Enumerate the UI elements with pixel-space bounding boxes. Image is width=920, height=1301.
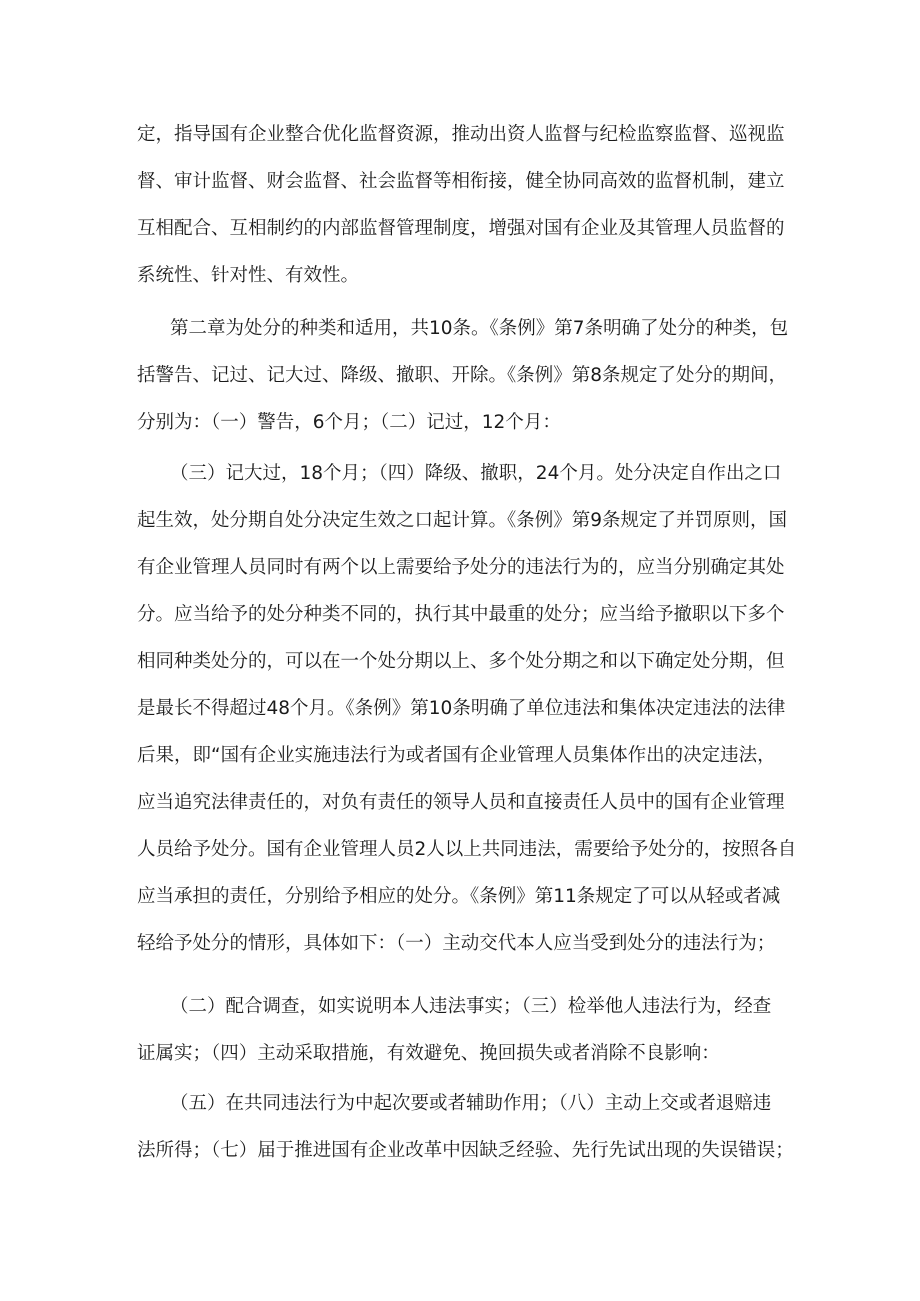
text-line: 互相配合、互相制约的内部监督管理制度，增强对国有企业及其管理人员监督的: [137, 218, 785, 239]
text-line: 后果，即“国有企业实施违法行为或者国有企业管理人员集体作出的决定违法，: [137, 745, 776, 766]
text-line: 相同种类处分的，可以在一个处分期以上、多个处分期之和以下确定处分期，但: [137, 651, 785, 672]
text-line: 括警告、记过、记大过、降级、撤职、开除。《条例》第8条规定了处分的期间，: [137, 365, 788, 386]
text-line: 督、审计监督、财会监督、社会监督等相衔接，健全协同高效的监督机制，建立: [137, 171, 785, 192]
text-line: 法所得；（七）届于推进国有企业改革中因缺乏经验、先行先试出现的失误错误；: [137, 1140, 794, 1161]
text-line: （二）配合调查，如实说明本人违法事实；（三）检举他人违法行为，经查: [170, 996, 772, 1017]
text-line: 是最长不得超过48个月。《条例》第10条明确了单位违法和集体决定违法的法律: [137, 698, 786, 719]
paragraph-2: [137, 305, 797, 446]
text-line: 分别为：（一）警告，6个月；（二）记过，12个月：: [137, 412, 561, 433]
text-line: （三）记大过，18个月；（四）降级、撤职，24个月。处分决定自作出之口: [170, 463, 782, 484]
text-line: 分。应当给予的处分种类不同的，执行其中最重的处分；应当给予撤职以下多个: [137, 604, 785, 625]
text-line: 有企业管理人员同时有两个以上需要给予处分的违法行为的，应当分别确定其处: [137, 557, 785, 578]
text-line: （五）在共同违法行为中起次要或者辅助作用；（八）主动上交或者退赔违: [170, 1093, 772, 1114]
text-line: 轻给予处分的情形，具体如下：（一）主动交代本人应当受到处分的违法行为；: [137, 933, 776, 954]
paragraph-3: [137, 450, 797, 967]
text-line: 起生效，处分期自处分决定生效之口起计算。《条例》第9条规定了并罚原则，国: [137, 510, 788, 531]
text-line: 应当承担的责任，分别给予相应的处分。《条例》第11条规定了可以从轻或者减: [137, 886, 781, 907]
text-line: 证属实；（四）主动采取措施，有效避免、挽回损失或者消除不良影响：: [137, 1043, 720, 1064]
text-line: 人员给予处分。国有企业管理人员2人以上共同违法，需要给予处分的，按照各自: [137, 839, 797, 860]
text-line: 第二章为处分的种类和适用，共10条。《条例》第7条明确了处分的种类，包: [170, 318, 789, 339]
text-line: 应当追究法律责任的，对负有责任的领导人员和直接责任人员中的国有企业管理: [137, 792, 785, 813]
paragraph-4: [137, 983, 797, 1077]
paragraph-1: [137, 111, 797, 299]
text-line: 定，指导国有企业整合优化监督资源，推动出资人监督与纪检监察监督、巡视监: [137, 124, 785, 145]
text-line: 系统性、针对性、有效性。: [137, 265, 360, 286]
paragraph-5: [137, 1080, 797, 1174]
